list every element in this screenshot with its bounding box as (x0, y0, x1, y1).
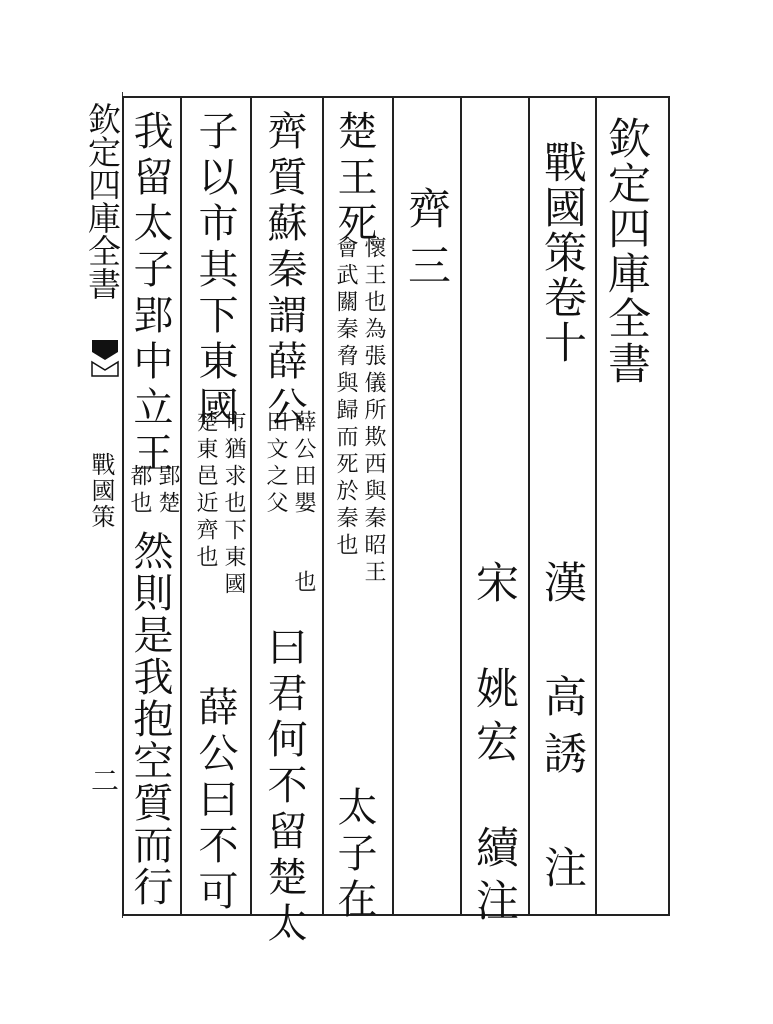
column-rule (250, 96, 252, 916)
fish-tail-mark-icon (90, 338, 120, 378)
column-rule (322, 96, 324, 916)
column-rule (460, 96, 462, 916)
text-main: 然則是我抱空質而行 (127, 530, 173, 908)
collection-title: 欽定四庫全書 (601, 116, 651, 386)
text-main: 曰君何不留楚太 (261, 626, 307, 948)
text-main: 薛公曰不可 (192, 686, 238, 916)
text-main: 子以市其下東國 (192, 110, 238, 432)
spine-page-number: 二 (87, 766, 120, 794)
commentary: 楚東邑近齊也 (193, 410, 218, 572)
volume-title: 戰國策卷十 (537, 140, 587, 365)
column-rule (595, 96, 597, 916)
commentary: 郢楚 (155, 464, 180, 518)
text-main: 齊質蘇秦謂薛公 (261, 110, 307, 432)
spine-title: 欽定四庫全書 (83, 102, 122, 300)
spine-subtitle: 戰國策 (87, 452, 115, 530)
text-main: 楚王死 (331, 110, 377, 248)
commentary: 田文之父 (263, 410, 288, 518)
commentary: 薛公田嬰 (291, 410, 316, 518)
commentary: 都也 (127, 464, 152, 518)
commentary: 懷王也為張儀所欺西與秦昭王 (361, 236, 386, 587)
commentary: 會武關秦脅與歸而死於秦也 (333, 236, 358, 560)
text-main: 我留太子郢中立王 (127, 110, 173, 478)
column-rule (392, 96, 394, 916)
commentary: 也 (291, 570, 316, 597)
author-song: 宋 姚宏 續注 (469, 560, 519, 931)
section-title: 齊三 (401, 186, 451, 300)
commentary: 市猶求也下東國 (221, 410, 246, 599)
column-rule (180, 96, 182, 916)
column-rule (528, 96, 530, 916)
author-han: 漢 高誘 注 (537, 560, 587, 902)
text-main: 太子在 (331, 786, 377, 924)
